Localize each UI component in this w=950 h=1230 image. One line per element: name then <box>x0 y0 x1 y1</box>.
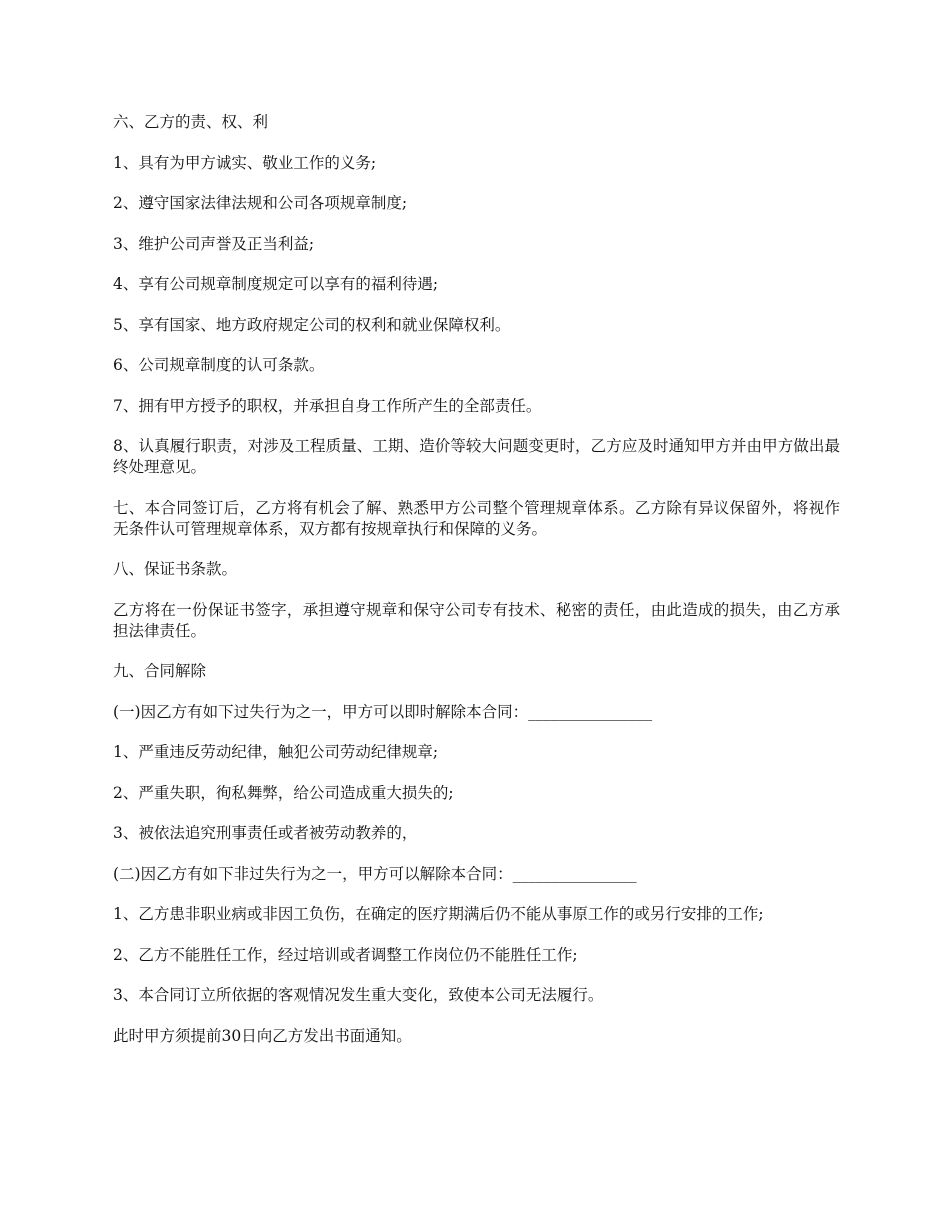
clause-item: 2、严重失职，徇私舞弊，给公司造成重大损失的; <box>113 783 454 802</box>
clause-item: 3、被依法追究刑事责任或者被劳动教养的， <box>113 824 418 842</box>
clause-item: 3、维护公司声誉及正当利益; <box>113 234 315 253</box>
clause-item: 3、本合同订立所依据的客观情况发生重大变化，致使本公司无法履行。 <box>113 986 604 1004</box>
notice-paragraph: 此时甲方须提前30日向乙方发出书面通知。 <box>113 1026 412 1045</box>
subsection-fault-termination: (一)因乙方有如下过失行为之一，甲方可以即时解除本合同：________________ <box>113 702 653 721</box>
clause-item: 5、享有国家、地方政府规定公司的权利和就业保障权利。 <box>113 315 511 334</box>
clause-item: 4、享有公司规章制度规定可以享有的福利待遇; <box>113 275 439 293</box>
guarantee-paragraph: 乙方将在一份保证书签字，承担遵守规章和保守公司专有技术、秘密的责任，由此造成的损失，由乙方承担法律责任。 <box>113 600 840 640</box>
section-heading-termination: 九、合同解除 <box>113 662 207 680</box>
document-body <box>113 112 840 1066</box>
section-heading-party-b-rights: 六、乙方的责、权、利 <box>113 113 269 131</box>
clause-item: 1、严重违反劳动纪律，触犯公司劳动纪律规章; <box>113 743 439 761</box>
subsection-non-fault-termination: (二)因乙方有如下非过失行为之一，甲方可以解除本合同：________________ <box>113 864 637 883</box>
clause-item: 8、认真履行职责，对涉及工程质量、工期、造价等较大问题变更时，乙方应及时通知甲方并由甲方做出最终处理意见。 <box>113 437 840 476</box>
section-paragraph-rules-acceptance: 七、本合同签订后，乙方将有机会了解、熟悉甲方公司整个管理规章体系。乙方除有异议保留外，将视作无条件认可管理规章体系，双方都有按规章执行和保障的义务。 <box>113 498 840 538</box>
clause-item: 1、乙方患非职业病或非因工负伤，在确定的医疗期满后仍不能从事原工作的或另行安排的工作; <box>113 905 764 923</box>
clause-item: 2、乙方不能胜任工作，经过培训或者调整工作岗位仍不能胜任工作; <box>113 945 578 964</box>
section-heading-guarantee: 八、保证书条款。 <box>113 560 238 578</box>
clause-item: 2、遵守国家法律法规和公司各项规章制度; <box>113 194 408 212</box>
clause-item: 7、拥有甲方授予的职权，并承担自身工作所产生的全部责任。 <box>113 396 542 415</box>
clause-item: 6、公司规章制度的认可条款。 <box>113 356 325 374</box>
clause-item: 1、具有为甲方诚实、敬业工作的义务; <box>113 153 377 172</box>
